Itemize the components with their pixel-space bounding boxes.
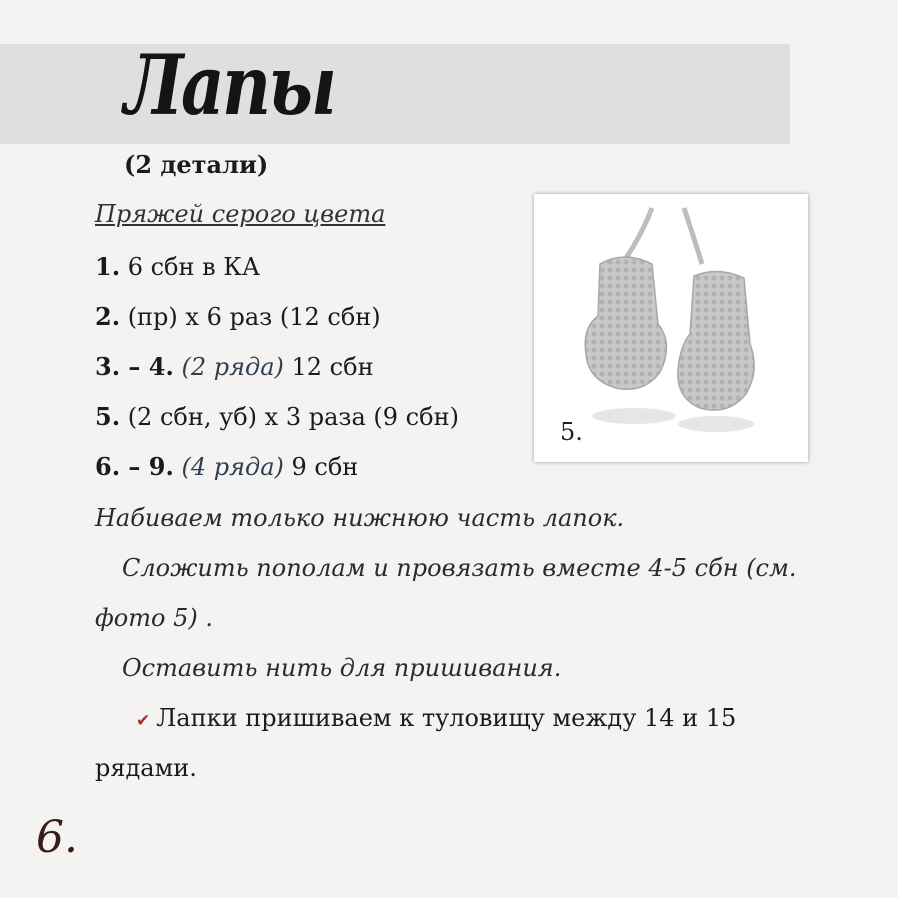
yarn-label: Пряжей серого цвета [95,200,386,228]
row-3-4 [95,352,374,381]
row-count: (4 ряда) [181,453,284,481]
note-fold: Сложить пополам и провязать вместе 4-5 сбн (см. [122,554,797,582]
page-title: Лапы [124,38,335,134]
row-1 [95,252,260,281]
row-2 [95,302,381,331]
note-fold-cont: фото 5) . [95,604,213,632]
subtitle: (2 детали) [124,150,269,179]
row-number: 5. [95,402,121,431]
note-sew-text: Лапки пришиваем к туловищу между 14 и 15 [156,704,737,732]
photo-label: 5. [560,418,583,446]
row-number: 6. – 9. [95,452,174,481]
row-6-9 [95,452,358,481]
checkmark-icon: ✔ [136,711,151,731]
note-stuffing: Набиваем только нижнюю часть лапок. [95,504,625,532]
row-text: 9 сбн [283,453,359,481]
row-count: (2 ряда) [181,353,284,381]
row-text: (2 сбн, уб) х 3 раза (9 сбн) [120,403,459,431]
page-number: 6. [36,812,78,863]
row-number: 1. [95,252,121,281]
title-banner [0,44,790,144]
row-text: 12 сбн [283,353,374,381]
row-5 [95,402,459,431]
note-sew [136,704,736,732]
row-text: 6 сбн в КА [120,253,260,281]
note-sew-cont: рядами. [95,754,197,782]
row-number: 2. [95,302,121,331]
row-text: (пр) х 6 раз (12 сбн) [120,303,381,331]
row-number: 3. – 4. [95,352,174,381]
note-leave-yarn: Оставить нить для пришивания. [122,654,562,682]
